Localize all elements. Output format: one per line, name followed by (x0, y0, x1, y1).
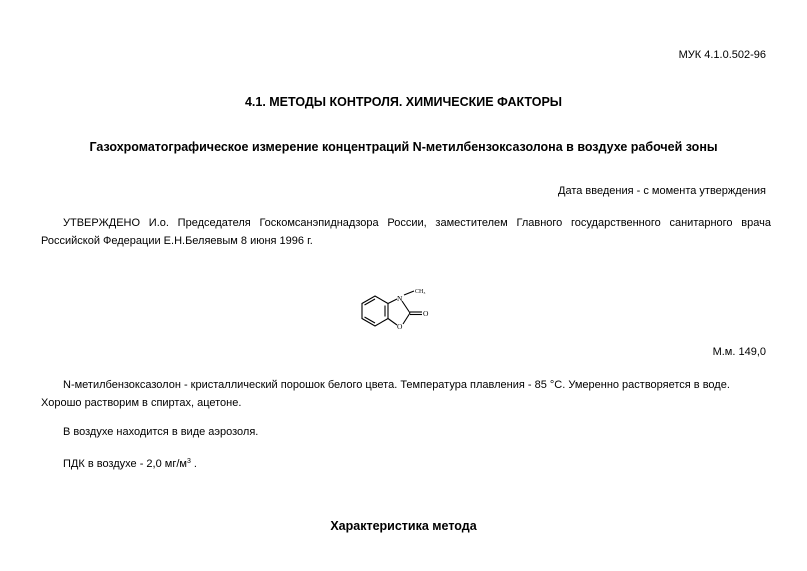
molar-mass: М.м. 149,0 (712, 346, 766, 358)
approval-paragraph: УТВЕРЖДЕНО И.о. Председателя Госкомсанэпиднадзора России, заместителем Главного государственного санитарного врача Российской Федерации Е.Н.Беляевым 8 июня 1996 г. (41, 217, 771, 247)
document-title: Газохроматографическое измерение концентраций N-метилбензоксазолона в воздухе рабочей зоны (89, 140, 718, 154)
carbonyl-oxygen-label: O (423, 309, 429, 318)
nitrogen-label: N (397, 294, 403, 303)
pdk-text: ПДК в воздухе - 2,0 мг/м (63, 458, 187, 470)
introduction-date: Дата введения - с момента утверждения (558, 185, 766, 197)
pdk-end: . (190, 458, 197, 470)
pdk-superscript: 3 (186, 458, 191, 465)
structural-formula (350, 285, 450, 345)
aerosol-paragraph: В воздухе находится в виде аэрозоля. (63, 426, 259, 438)
methyl-label: CH₃ (415, 289, 426, 295)
benzoxazolone-skeleton (362, 291, 422, 326)
method-title: Характеристика метода (330, 519, 477, 533)
pdk-paragraph (41, 453, 771, 473)
section-title: 4.1. МЕТОДЫ КОНТРОЛЯ. ХИМИЧЕСКИЕ ФАКТОРЫ (244, 95, 563, 109)
description-paragraph: N-метилбензоксазолон - кристаллический порошок белого цвета. Температура плавления - 85 °С. Умеренно растворяется в воде. Хорошо растворим в спиртах, ацетоне. (41, 379, 730, 409)
oxygen-label: O (397, 322, 403, 331)
document-code: МУК 4.1.0.502-96 (678, 49, 766, 61)
